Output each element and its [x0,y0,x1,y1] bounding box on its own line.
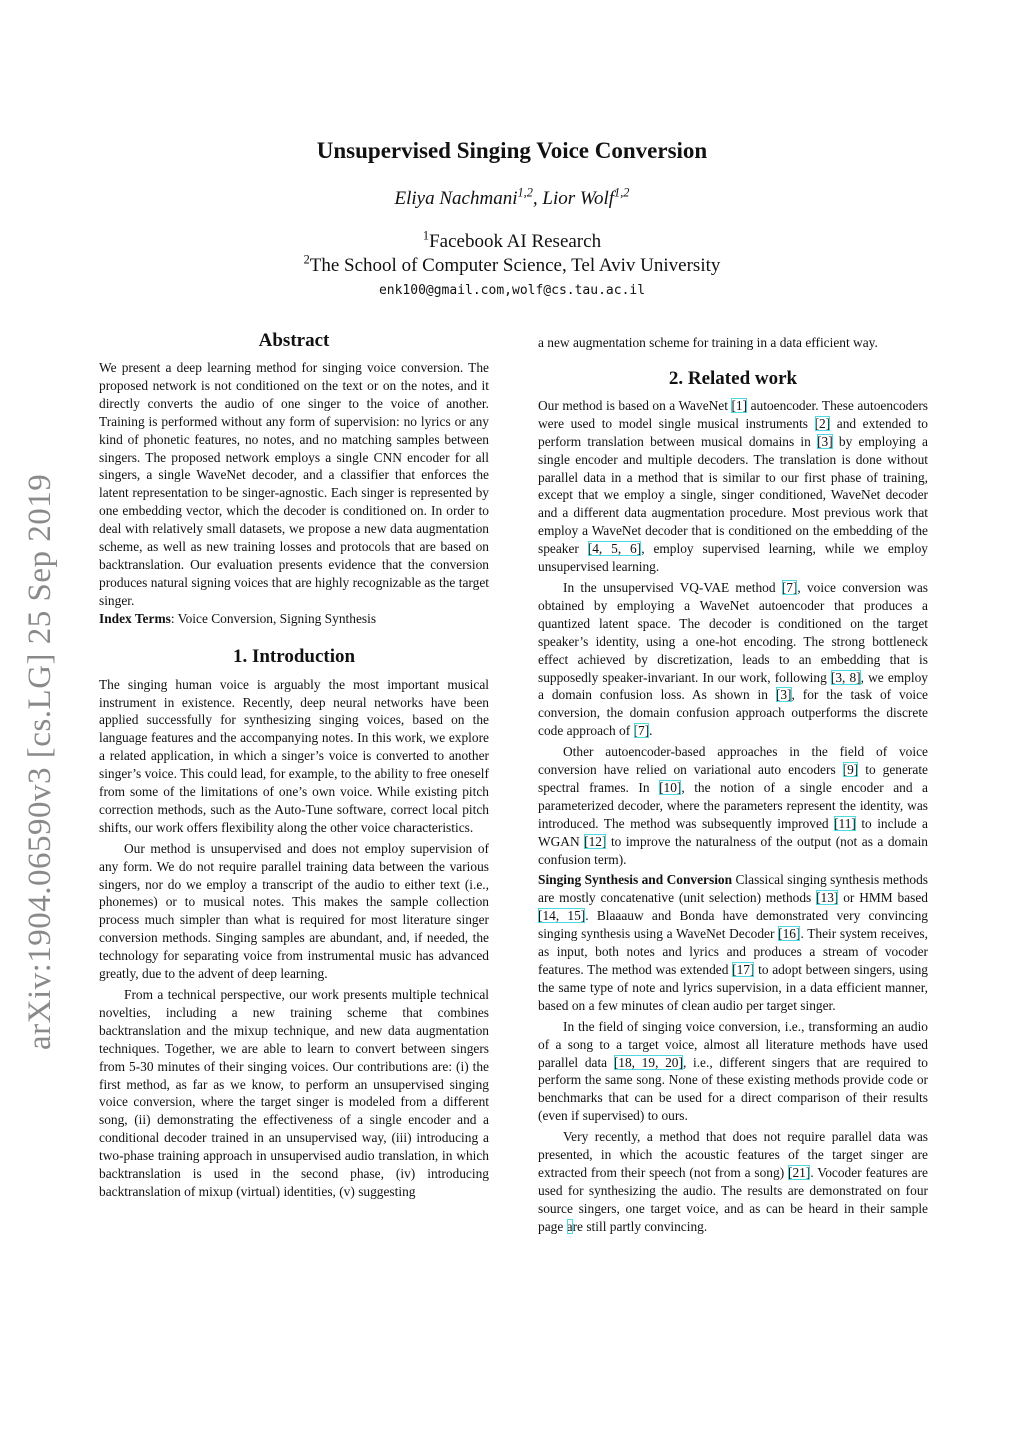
paragraph-text: In the unsupervised VQ-VAE method [563,579,782,595]
arxiv-sidebar-id: arXiv:1904.06590v3 [cs.LG] 25 Sep 2019 [22,473,58,1050]
citation-link[interactable]: [16] [778,926,801,942]
paragraph-text: , for the task of voice conversion, the domain confusion approach outperforms the discrete code approach of [538,687,928,739]
citation-link[interactable]: [3] [775,687,792,703]
subsection-text [538,872,928,1012]
citation-link[interactable]: [17] [732,962,755,977]
index-terms [99,610,489,628]
author-affil-sup: 1,2 [517,185,533,200]
section-heading-introduction: 1. Introduction [232,645,356,667]
paragraph-text: Very recently, a method that does not require parallel data was presented, in which the acoustic features of the target singer are extracted from their speech (not from a song) [538,1129,928,1180]
related-paragraph [538,1018,928,1125]
paragraph-text: by employing a single encoder and multiple decoders. The translation is done without parallel data in a method that is similar to our first phase of training, except that we employ a single, singer conditioned, WaveNet decoder and a different data augmentation procedure. Most previous work that employ a WaveNet decoder that is conditioned on the embedding of the speaker [538,433,928,557]
author-affil-sup: 1,2 [614,185,630,200]
paragraph-text: or HMM based [838,890,928,906]
paragraph-text: Other autoencoder-based approaches in the field of voice conversion have relied on variational auto encoders [538,744,928,778]
citation-link[interactable]: [2] [814,415,831,431]
citation-link[interactable]: [7] [633,723,650,739]
paragraph-text: , i.e., different singers that are required to perform the same song. None of these existing methods provide code or benchmarks that can be used for a direct comparison of their results (even if supervised) to ours. [538,1054,928,1124]
subsection-label: Singing Synthesis and Conversion [538,872,733,888]
citation-link[interactable]: a [566,1218,573,1234]
citation-link[interactable]: [1] [731,397,748,413]
paragraph-text: , employ supervised learning, while we employ unsupervised learning. [538,541,928,575]
paragraph-text: and extended to perform translation between musical domains in [538,415,928,449]
intro-paragraph: Our method is unsupervised and does not employ supervision of any form. We do not require parallel training data between the various singers, nor do we employ a transcript of the audio to either text (i.e., phonemes) or to musical notes. This makes the sample collection process much simpler than what is required for most literature singer conversion methods. Singing samples are abundant, and, if needed, the technology for separating voice from instrumental music has advanced greatly, due to the advent of deep learning. [99,840,489,982]
citation-link[interactable]: [9] [842,762,859,778]
paragraph-text: , we employ a domain confusion loss. As shown in [538,669,928,703]
author-line [0,185,1024,210]
citation-link[interactable]: [11] [834,815,856,831]
paragraph-text: Classical singing synthesis methods are mostly concatenative (unit selection) methods [538,872,929,906]
section-heading-related-work: 2. Related work [668,367,798,389]
affil-text: Facebook AI Research [429,231,602,252]
related-paragraph [538,1128,928,1235]
paragraph-text: , voice conversion was obtained by employing a WaveNet autoencoder that produces a quantized latent space. The decoder is conditioned on the target speaker’s identity, using a one-hot encoding. The strong bottleneck effect achieved by discretization, leads to an embedding that is supposedly speaker-invariant. In our work, following [538,579,929,685]
paragraph-text: . Their system receives, as input, both notes and lyrics and produces a stream of vocoder features. The method was extended [538,926,928,977]
paragraph-text: to include a WGAN [538,815,928,849]
left-column [99,330,489,1201]
index-terms-label: Index Terms [99,610,171,626]
citation-link[interactable]: [3, 8] [830,669,861,685]
related-paragraph [538,579,928,740]
citation-link[interactable]: [3] [817,433,833,449]
author-emails: enk100@gmail.com,wolf@cs.tau.ac.il [378,283,646,298]
intro-paragraph-continued: a new augmentation scheme for training in a data efficient way. [538,335,878,350]
abstract-text: We present a deep learning method for singing voice conversion. The proposed network is not conditioned on the text or on the notes, and it directly converts the audio of one singer to the voice of another. Training is performed without any form of supervision: no lyrics or any kind of phonetic features, no notes, and no matching samples between singers. The proposed network employs a single CNN encoder for all singers, a single WaveNet decoder, and a classifier that enforces the latent representation to be singer-agnostic. Each singer is represented by one embedding vector, which the decoder is conditioned on. In order to deal with relatively small datasets, we propose a new data augmentation scheme, as well as new training losses and protocols that are based on backtranslation. Our evaluation presents evidence that the conversion produces natural signing voices that are highly recognizable as the target singer. [99,360,489,608]
paragraph-text: . [649,723,653,739]
index-terms-value: : Voice Conversion, Signing Synthesis [170,610,377,626]
citation-link[interactable]: [10] [659,779,682,795]
paragraph-text: to generate spectral frames. In [538,762,928,795]
citation-link[interactable]: [13] [816,890,839,906]
paragraph-text: to improve the naturalness of the output (not as a domain confusion term). [538,833,929,867]
paragraph-text: to adopt between singers, using the same type of note and lyrics supervision, in a data efficient manner, based on a few minutes of clean audio per target singer. [538,962,928,1013]
intro-paragraph: The singing human voice is arguably the most important musical instrument in existence. Recently, deep neural networks have been applied successfully for synthesizing singing voices, based on the language features and the accompanying notes. In this work, we explore a related application, in which a singer’s voice is converted to another singer’s voice. This could lead, for example, to the ability to free oneself from some of the limitations of one’s own voice. While existing pitch correction methods, such as the Auto-Tune software, correct local pitch shifts, our work offers flexibility along the other voice characteristics. [99,676,489,835]
author-name: Lior Wolf [542,188,615,209]
affil-sup: 1 [422,228,430,243]
related-paragraph-subsection [538,871,928,1014]
citation-link[interactable]: [4, 5, 6] [587,541,642,557]
citation-link[interactable]: [14, 15] [538,908,586,924]
paragraph-text: Our method is based on a WaveNet [538,397,732,413]
related-paragraph [538,743,928,868]
affiliation-2 [0,252,1024,277]
paragraph-text: . Blaaauw and Bonda have demonstrated very convincing singing synthesis using a WaveNet Decoder [538,908,928,942]
abstract-heading: Abstract [258,330,330,351]
affiliation-1 [0,228,1024,253]
author-name: Eliya Nachmani [394,188,518,209]
citation-link[interactable]: [12] [584,833,607,849]
affil-sup: 2 [303,252,310,267]
related-paragraph [538,397,928,576]
paper-title: Unsupervised Singing Voice Conversion [316,138,708,163]
affil-text: The School of Computer Science, Tel Aviv University [309,255,721,276]
paragraph-text: In the field of singing voice conversion, i.e., transforming an audio of a song to a target voice, almost all literature methods have used parallel data [538,1018,928,1070]
author-separator: , [532,188,543,209]
paragraph-text: autoencoder. These autoencoders were used to model single musical instruments [538,397,928,431]
paragraph-text: , the notion of a single encoder and a parameterized decoder, where the parameters represent the identity, was introduced. The method was subsequently improved [538,779,928,831]
citation-link[interactable]: [21] [788,1164,811,1180]
paragraph-text: re still partly convincing. [572,1218,708,1234]
intro-paragraph: From a technical perspective, our work presents multiple technical novelties, including a new training scheme that combines backtranslation and the mixup technique, and new data augmentation techniques. Together, we are able to learn to convert between singers from 5-30 minutes of their singing voices. Our contributions are: (i) the first method, as far as we know, to perform an unsupervised singing voice conversion, where the target singer is modeled from a different song, (ii) demonstrating the effectiveness of a single encoder and a conditional decoder trained in an unsupervised way, (iii) introducing a two-phase training approach in unsupervised audio translation, in which backtranslation is used in the second phase, (iv) introducing backtranslation of mixup (virtual) identities, (v) suggesting [99,987,489,1199]
paragraph-text: . Vocoder features are used for synthesizing the audio. The results are demonstrated on four source singers, one target voice, and as can be heard in their sample page [538,1164,928,1234]
citation-link[interactable]: [18, 19, 20] [613,1054,683,1070]
citation-link[interactable]: [7] [781,579,798,595]
right-column [538,334,928,1236]
